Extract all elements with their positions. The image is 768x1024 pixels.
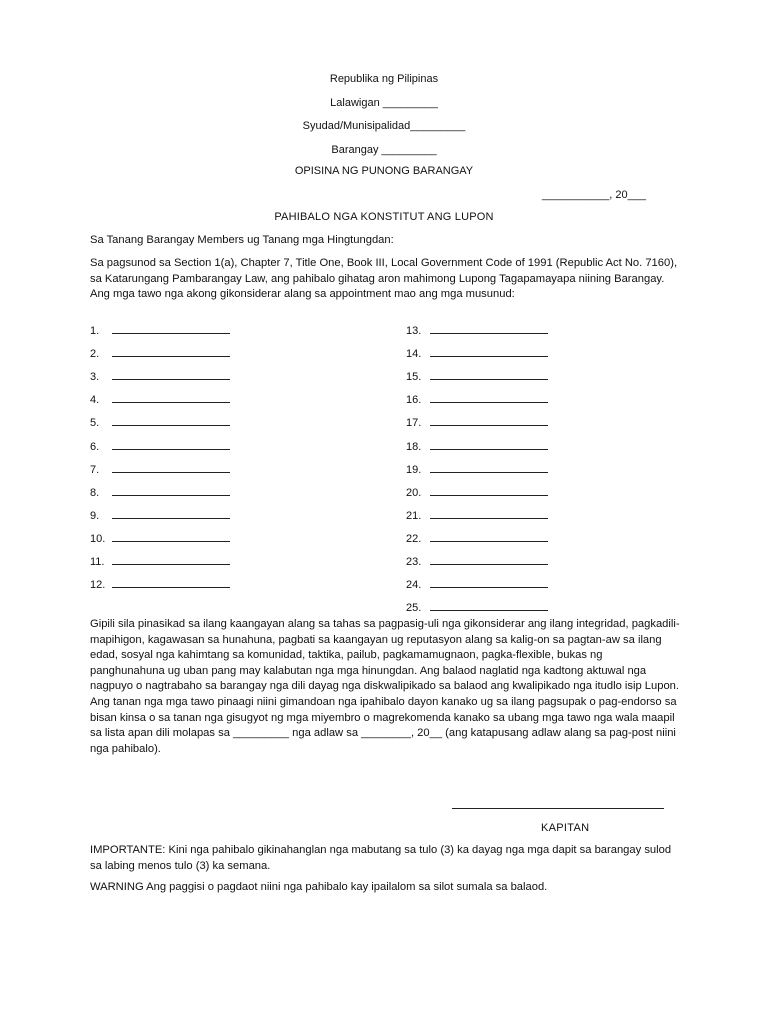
list-item (90, 346, 230, 360)
list-item-number: 5. (90, 417, 100, 430)
list-item-number: 2. (90, 348, 100, 361)
list-item-number: 23. (406, 556, 422, 568)
list-item-number: 11. (90, 556, 105, 568)
list-item-number: 17. (406, 417, 422, 430)
header-province: Lalawigan _________ (330, 97, 438, 109)
list-item (90, 392, 230, 406)
list-item-number: 21. (406, 509, 422, 522)
warning-note: WARNING Ang paggisi o pagdaot niini nga pahibalo kay ipailalom sa silot sumala sa balaod. (90, 881, 548, 893)
list-item-number: 24. (406, 579, 422, 592)
signature-line (452, 808, 664, 809)
list-item (90, 531, 230, 545)
list-item (90, 415, 230, 429)
list-item-number: 18. (406, 440, 422, 453)
name-blank-line (112, 554, 230, 565)
salutation: Sa Tanang Barangay Members ug Tanang mga Hingtungdan: (90, 234, 394, 246)
name-blank-line (112, 508, 230, 519)
intro-paragraph: Sa pagsunod sa Section 1(a), Chapter 7, Title One, Book III, Local Government Code of 1991 (Republic Act No. 7160), sa Katarungang Pambarangay Law, ang pahibalo gihatag aron mahimong Lupong Tagapamayapa niining Barangay. Ang mga tawo nga akong gikonsiderar alang sa appointment mao ang mga musunud: (90, 257, 678, 301)
name-blank-line (112, 369, 230, 380)
name-blank-line (430, 392, 548, 403)
list-item (406, 577, 548, 591)
name-blank-line (430, 462, 548, 473)
list-item-number: 7. (90, 463, 100, 476)
list-item-number: 9. (90, 509, 100, 522)
header-republic: Republika ng Pilipinas (329, 73, 439, 85)
header-office: OPISINA NG PUNONG BARANGAY (294, 165, 474, 177)
important-note: IMPORTANTE: Kini nga pahibalo gikinahanglan nga mabutang sa tulo (3) ka dayag nga mga dapit sa barangay sulod sa labing menos tulo (3) ka semana. (90, 844, 672, 872)
list-item-number: 12. (90, 579, 106, 592)
list-item (406, 392, 548, 406)
list-item (406, 439, 548, 453)
list-item (406, 485, 548, 499)
name-blank-line (112, 485, 230, 496)
name-blank-line (112, 415, 230, 426)
name-blank-line (112, 439, 230, 450)
list-item-number: 14. (406, 348, 422, 361)
notice-title: PAHIBALO NGA KONSTITUT ANG LUPON (274, 211, 494, 223)
name-blank-line (430, 485, 548, 496)
list-item (406, 415, 548, 429)
name-blank-line (112, 577, 230, 588)
name-blank-line (430, 323, 548, 334)
list-item-number: 8. (90, 486, 100, 499)
list-item-number: 3. (90, 371, 100, 384)
body-paragraph: Gipili sila pinasikad sa ilang kaangayan alang sa tahas sa pagpasig-uli nga gikonsiderar ang ilang integridad, pagkadili-mapihigon, kagawasan sa hunahuna, pagbati sa kaangayan ug reputasyon alang sa kalig-on sa pagtan-aw sa ilang edad, sosyal nga kahimtang sa komunidad, taktika, pailub, pagkamamugnaon, pagka-flexible, bukas ng panghunahuna ug uban pang may kalabutan nga mga hinungdan. Ang balaod naglatid nga kadtong aktuwal nga nagpuyo o nagtrabaho sa barangay nga dili dayag nga diskwalipikado sa balaod ang kwalipikado nga itudlo isip Lupon. Ang tanan nga mga tawo pinaagi niini gimandoan nga ipahibalo dayon kanako ug sa ilang pagsupak o pag-endorso sa bisan kinsa o sa tanan nga gisugyot ng mga miyembro o magrekomenda kanako sa ubang mga tawo nga wala maapil sa lista apan dili molapas sa _________ nga adlaw sa ________, 20__ (ang katapusang adlaw alang sa pag-post niini nga pahibalo). (90, 618, 680, 755)
list-item (90, 462, 230, 476)
name-blank-line (112, 462, 230, 473)
name-blank-line (430, 369, 548, 380)
name-blank-line (430, 439, 548, 450)
name-blank-line (430, 554, 548, 565)
name-blank-line (112, 392, 230, 403)
list-item-number: 4. (90, 394, 100, 407)
name-blank-line (112, 531, 230, 542)
list-item-number: 1. (90, 325, 100, 337)
list-item (406, 531, 548, 545)
list-item (90, 508, 230, 522)
list-item (406, 600, 548, 614)
list-item (406, 346, 548, 360)
signatory-title: KAPITAN (541, 822, 590, 834)
name-blank-line (430, 415, 548, 426)
list-item (90, 577, 230, 591)
list-item (406, 369, 548, 383)
name-blank-line (112, 346, 230, 357)
date-line: ___________, 20___ (542, 189, 646, 201)
header-barangay: Barangay _________ (331, 144, 437, 156)
list-item (90, 554, 230, 568)
list-item-number: 13. (406, 325, 422, 337)
list-item-number: 15. (406, 371, 422, 384)
name-blank-line (112, 323, 230, 334)
list-item (406, 323, 548, 337)
list-item (90, 369, 230, 383)
list-item (90, 485, 230, 499)
list-item (90, 323, 230, 337)
list-item (90, 439, 230, 453)
list-item (406, 508, 548, 522)
name-blank-line (430, 600, 548, 611)
list-item (406, 554, 548, 568)
list-item-number: 25. (406, 602, 422, 615)
name-blank-line (430, 531, 548, 542)
list-item-number: 6. (90, 440, 100, 453)
header-city: Syudad/Munisipalidad_________ (302, 120, 466, 132)
list-item-number: 20. (406, 486, 422, 499)
name-blank-line (430, 577, 548, 588)
list-item-number: 22. (406, 532, 422, 545)
list-item-number: 10. (90, 532, 106, 545)
list-item (406, 462, 548, 476)
list-item-number: 16. (406, 394, 422, 407)
name-blank-line (430, 346, 548, 357)
name-blank-line (430, 508, 548, 519)
list-item-number: 19. (406, 463, 422, 476)
